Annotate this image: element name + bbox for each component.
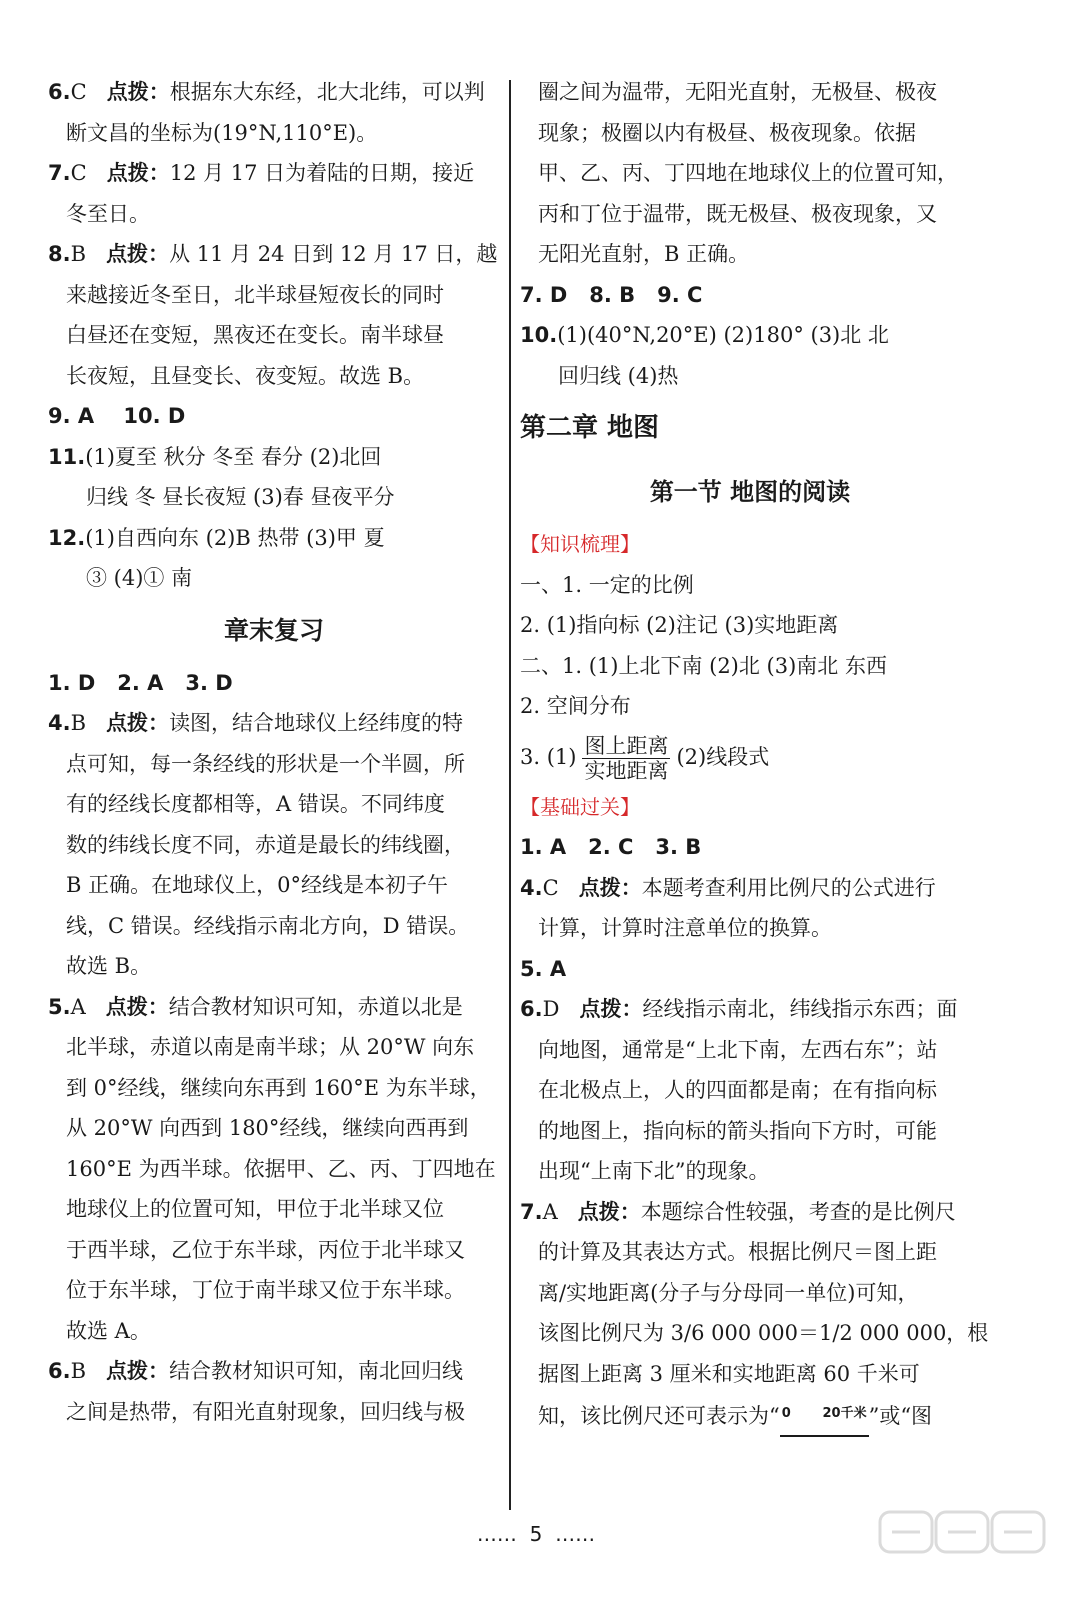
answer-6-right: 6.D 点拨：经线指示南北，纬线指示东西；面	[520, 997, 958, 1021]
text-line: 计算，计算时注意单位的换算。	[538, 916, 832, 940]
text-line: 之间是热带，有阳光直射现象，回归线与极	[66, 1399, 465, 1424]
answer-6: 6.C 点拨：根据东大东经，北大北纬，可以判	[48, 80, 485, 104]
answer-4: 4.B 点拨：读图，结合地球仪上经纬度的特	[48, 711, 464, 735]
text-line: 160°E 为西半球。依据甲、乙、丙、丁四地在	[66, 1156, 496, 1181]
text-line: 离/实地距离(分子与分母同一单位)可知，	[538, 1280, 919, 1305]
answer-12: 12.(1)自西向东 (2)B 热带 (3)甲 夏	[48, 525, 385, 550]
answer-8: 8.B 点拨：从 11 月 24 日到 12 月 17 日，越	[48, 242, 498, 266]
text-line: 到 0°经线，继续向东再到 160°E 为东半球，	[66, 1075, 491, 1100]
text-line: 冬至日。	[66, 201, 150, 226]
answer-5-right: 5. A	[520, 956, 567, 981]
answer-5: 5.A 点拨：结合教材知识可知，赤道以北是	[48, 994, 463, 1019]
text-line: 2. 空间分布	[520, 694, 631, 718]
text-line: 故选 A。	[66, 1318, 151, 1343]
text-line: 据图上距离 3 厘米和实地距离 60 千米可	[538, 1361, 920, 1386]
column-divider	[509, 80, 511, 1510]
fraction-line: 3. (1) $\frac{\text{图上距离}}{\text{实地距离}}$ (2)线段式	[520, 733, 770, 783]
page-number: 5	[529, 1522, 543, 1546]
text-line: 一、1. 一定的比例	[520, 572, 694, 597]
text-line: 位于东半球，丁位于南半球又位于东半球。	[66, 1278, 465, 1302]
text-line: 断文昌的坐标为(19°N,110°E)。	[66, 120, 378, 145]
text-line: B 正确。在地球仪上，0°经线是本初子午	[66, 873, 448, 897]
text-line: 于西半球，乙位于东半球，丙位于北半球又	[66, 1237, 465, 1262]
text-line: 的计算及其表达方式。根据比例尺＝图上距	[538, 1240, 937, 1264]
text-line: ③ (4)① 南	[86, 566, 193, 590]
text-line: 甲、乙、丙、丁四地在地球仪上的位置可知，	[538, 161, 958, 185]
text-line: 二、1. (1)上北下南 (2)北 (3)南北 东西	[520, 653, 887, 678]
text-line: 数的纬线长度不同，赤道是最长的纬线圈，	[66, 832, 465, 857]
text-line: 北半球，赤道以南是南半球；从 20°W 向东	[66, 1035, 475, 1059]
text-line: 的地图上，指向标的箭头指向下方时，可能	[538, 1118, 937, 1143]
text-line: 有的经线长度都相等，A 错误。不同纬度	[66, 792, 445, 816]
knowledge-tag: 【知识梳理】	[520, 532, 640, 556]
text-line: 线，C 错误。经线指示南北方向，D 错误。	[66, 913, 470, 938]
text-line: 向地图，通常是“上北下南，左西右东”；站	[538, 1037, 938, 1062]
answers-1-3-right: 1. A 2. C 3. B	[520, 835, 702, 859]
text-line: 来越接近冬至日，北半球昼短夜长的同时	[66, 282, 444, 307]
answer-11: 11.(1)夏至 秋分 冬至 春分 (2)北回	[48, 444, 382, 469]
text-line: 地球仪上的位置可知，甲位于北半球又位	[66, 1197, 444, 1221]
answers-9-10: 9. A 10. D	[48, 404, 186, 428]
answers-1-3: 1. D 2. A 3. D	[48, 670, 233, 695]
answer-6b: 6.B 点拨：结合教材知识可知，南北回归线	[48, 1359, 464, 1383]
answers-7-9: 7. D 8. B 9. C	[520, 282, 703, 307]
answer-7: 7.C 点拨：12 月 17 日为着陆的日期，接近	[48, 161, 475, 185]
scale-line: 知，该比例尺还可表示为“ 0 20千米”或“图	[520, 1394, 980, 1435]
text-line: 2. (1)指向标 (2)注记 (3)实地距离	[520, 613, 839, 637]
text-line: 出现“上南下北”的现象。	[538, 1159, 770, 1183]
text-line: 长夜短，且昼变长、夜变短。故选 B。	[66, 363, 425, 388]
section-title: 章末复习	[223, 615, 324, 645]
text-line: 该图比例尺为 3/6 000 000＝1/2 000 000，根	[538, 1321, 989, 1345]
text-line: 无阳光直射，B 正确。	[538, 242, 750, 266]
text-line: 回归线 (4)热	[558, 363, 679, 388]
watermark-logo	[878, 1508, 1048, 1582]
text-line: 归线 冬 昼长夜短 (3)春 昼夜平分	[86, 485, 395, 509]
text-line: 丙和丁位于温带，既无极昼、极夜现象，又	[538, 201, 937, 226]
answer-7-right: 7.A 点拨：本题综合性较强，考查的是比例尺	[520, 1199, 956, 1224]
chapter-title: 第二章 地图	[520, 413, 660, 443]
basic-tag: 【基础过关】	[520, 794, 640, 819]
right-column	[520, 72, 989, 1435]
scale-fraction: $\frac{\text{图上距离}}{\text{实地距离}}$	[584, 733, 669, 783]
page-footer: …… 5 ……	[476, 1522, 596, 1546]
answer-10: 10.(1)(40°N,20°E) (2)180° (3)北 北	[520, 323, 889, 347]
left-column	[48, 72, 500, 1432]
text-line: 点可知，每一条经线的形状是一个半圆，所	[66, 751, 465, 776]
answer-4-right: 4.C 点拨：本题考查利用比例尺的公式进行	[520, 875, 936, 900]
text-line: 故选 B。	[66, 954, 152, 978]
text-line: 圈之间为温带，无阳光直射，无极昼、极夜	[538, 80, 937, 104]
text-line: 现象；极圈以内有极昼、极夜现象。依据	[538, 120, 916, 145]
text-line: 白昼还在变短，黑夜还在变长。南半球昼	[66, 323, 444, 347]
text-line: 在北极点上，人的四面都是南；在有指向标	[538, 1078, 937, 1102]
subsection-title: 第一节 地图的阅读	[649, 477, 851, 506]
text-line: 从 20°W 向西到 180°经线，继续向西再到	[66, 1116, 469, 1140]
line-scale: 0 20千米	[780, 1394, 869, 1437]
